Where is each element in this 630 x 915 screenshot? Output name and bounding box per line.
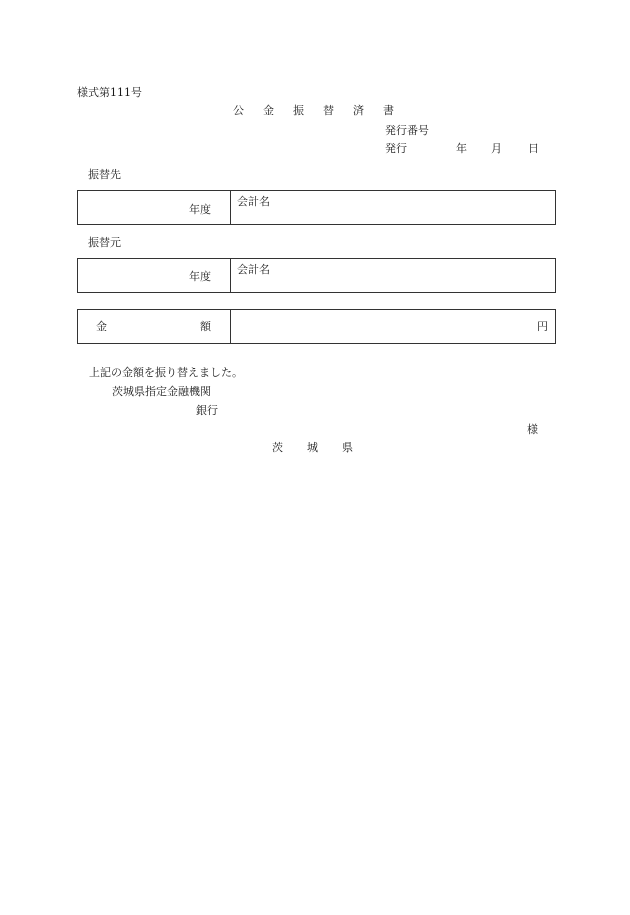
issue-number-label: 発行番号 — [385, 124, 429, 137]
amount-unit: 円 — [537, 320, 548, 333]
transfer-to-account-name-label: 会計名 — [237, 195, 270, 208]
form-number: 様式第111号 — [77, 86, 142, 99]
issue-date-month: 月 — [491, 142, 502, 155]
transfer-to-divider — [230, 191, 231, 224]
transfer-to-fiscal-year-label: 年度 — [189, 203, 211, 216]
issuer-name: 茨城県 — [272, 441, 377, 454]
amount-box — [77, 309, 556, 344]
transfer-from-heading: 振替元 — [88, 236, 121, 249]
transfer-to-box — [77, 190, 556, 225]
issue-date-year: 年 — [456, 142, 467, 155]
recipient-bank-suffix: 銀行 — [196, 404, 218, 417]
recipient-institution: 茨城県指定金融機関 — [112, 385, 211, 398]
amount-label-right: 額 — [200, 320, 211, 333]
document-title: 公金振替済書 — [233, 104, 413, 117]
issue-date-day: 日 — [528, 142, 539, 155]
transfer-to-heading: 振替先 — [88, 168, 121, 181]
recipient-honorific: 様 — [527, 423, 538, 436]
amount-divider — [230, 310, 231, 343]
issue-date-label: 発行 — [385, 142, 407, 155]
transfer-from-fiscal-year-label: 年度 — [189, 270, 211, 283]
transfer-from-box — [77, 258, 556, 293]
amount-label-left: 金 — [96, 320, 107, 333]
transfer-from-account-name-label: 会計名 — [237, 263, 270, 276]
statement-text: 上記の金額を振り替えました。 — [89, 366, 243, 379]
transfer-from-divider — [230, 259, 231, 292]
